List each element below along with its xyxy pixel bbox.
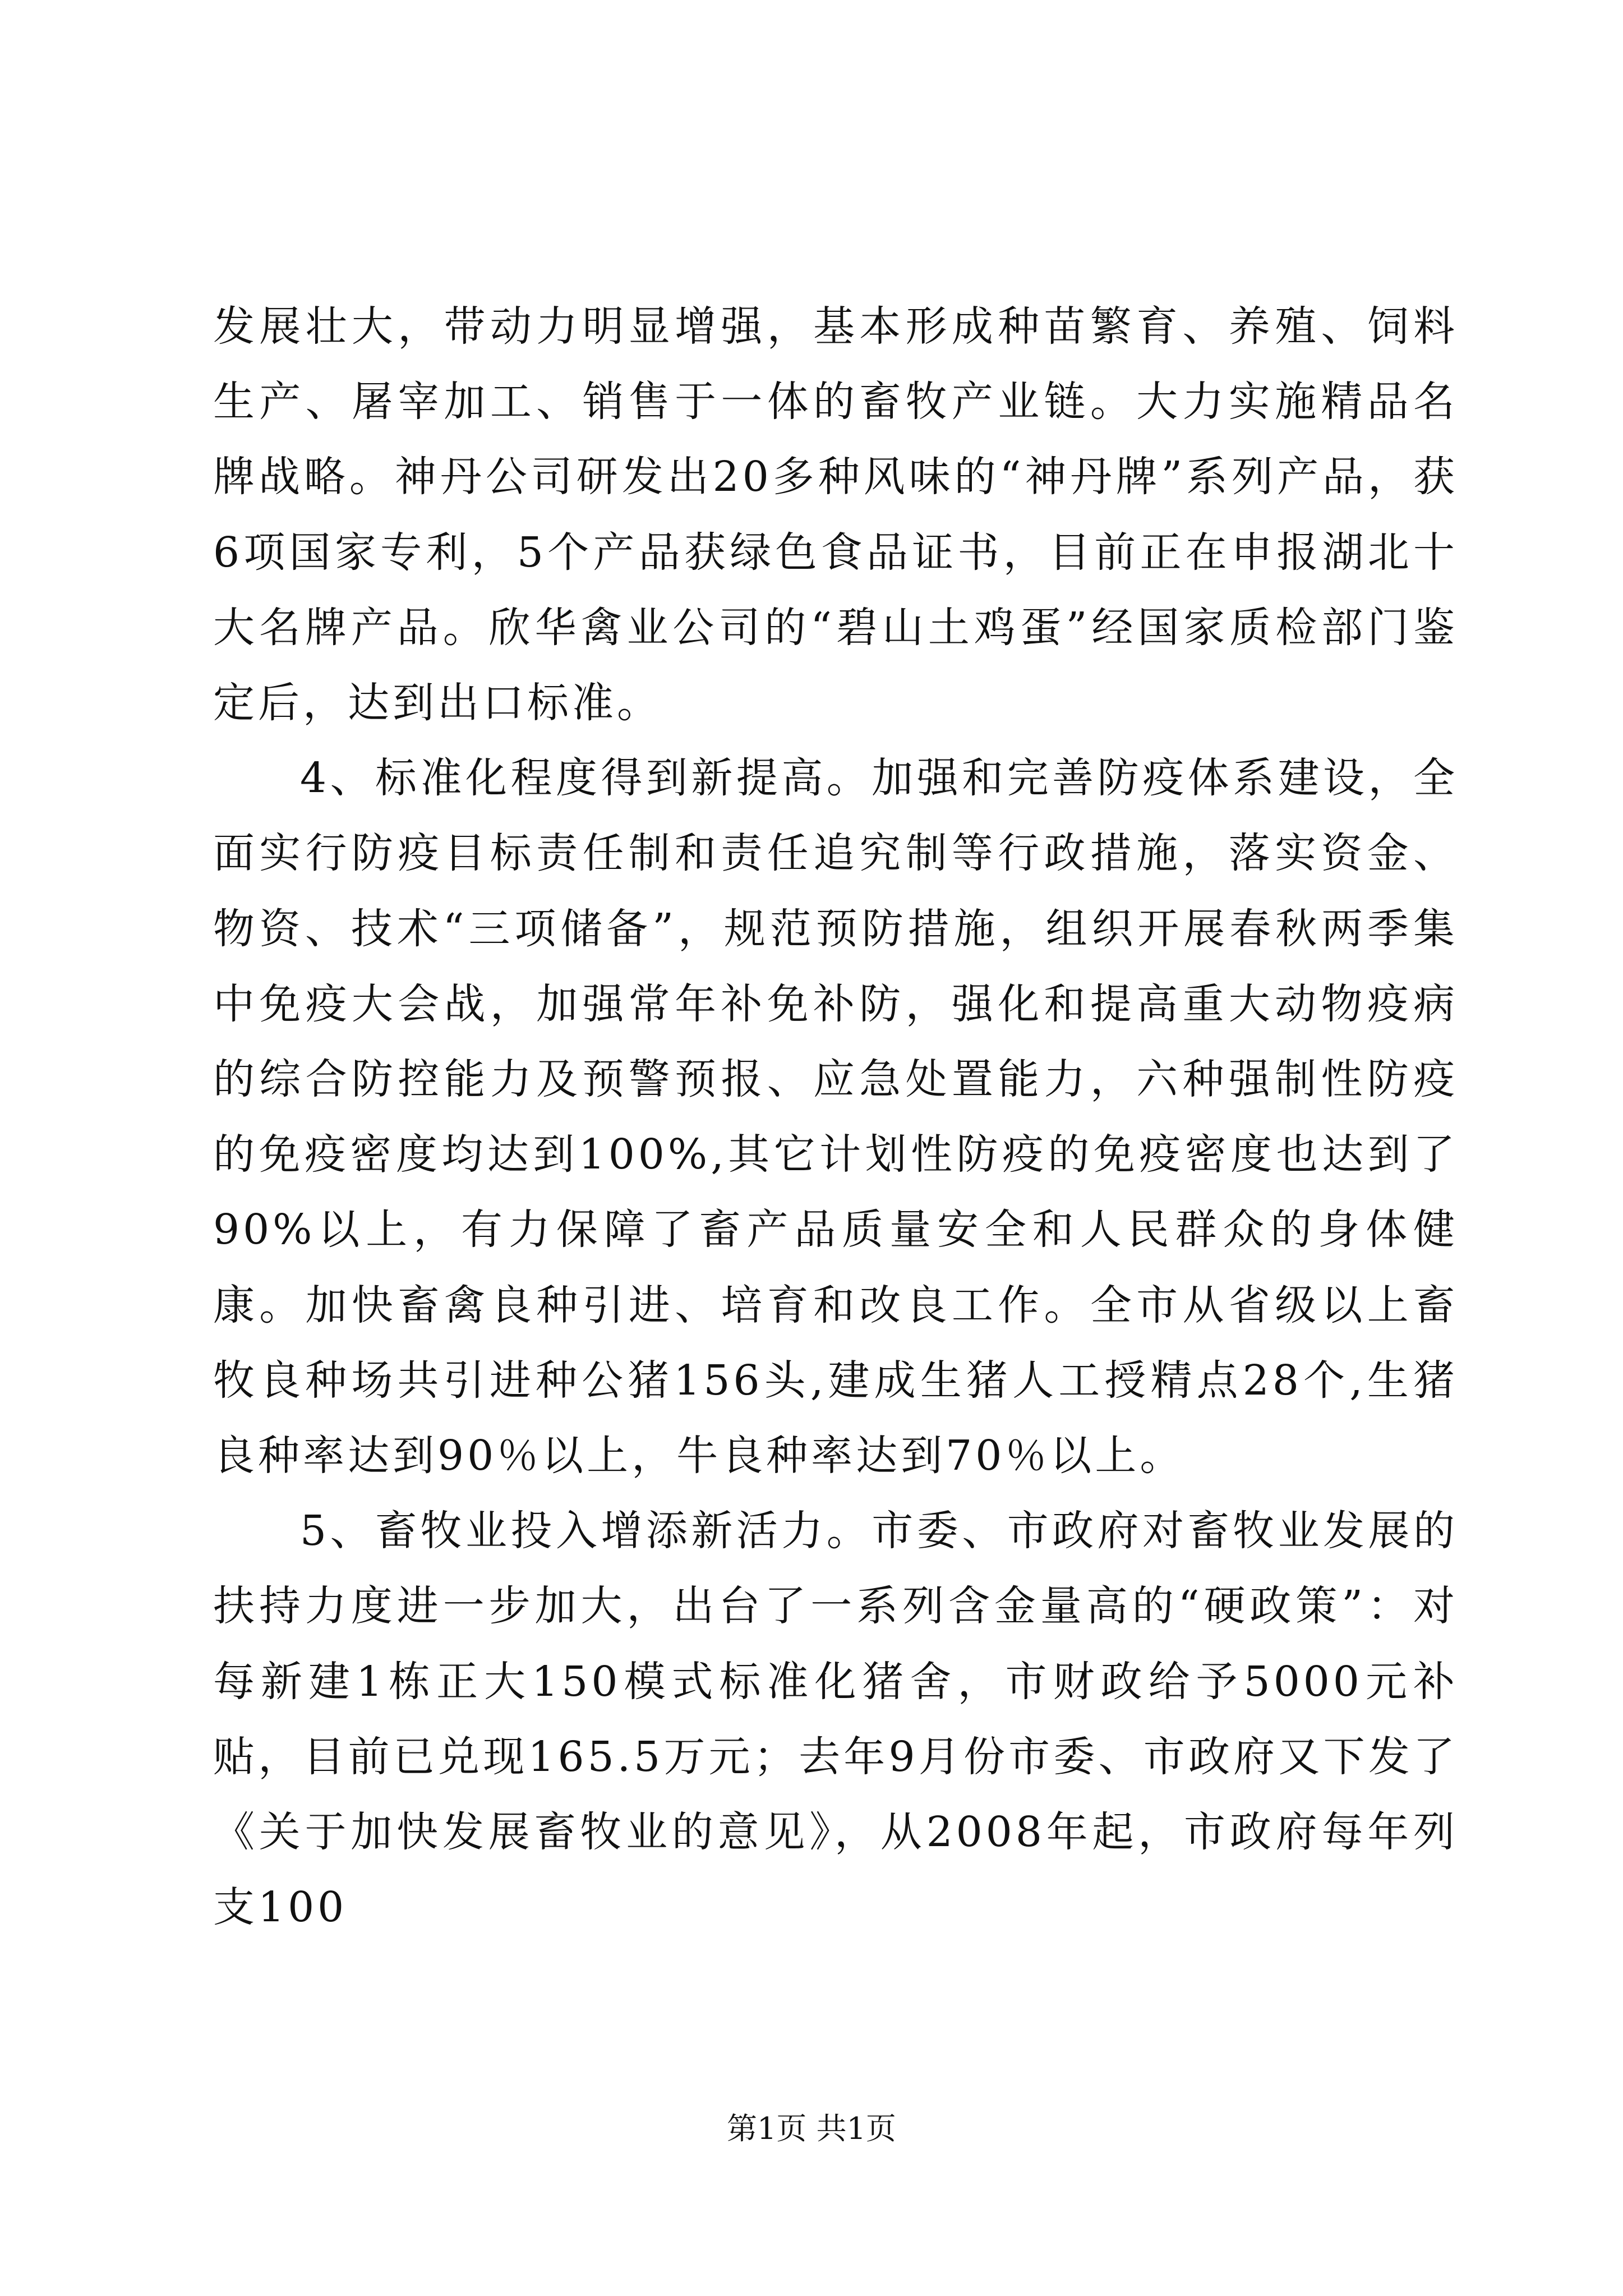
paragraph-investment: 5、畜牧业投入增添新活力。市委、市政府对畜牧业发展的扶持力度进一步加大，出台了一系列含金量高的“硬政策”：对每新建1栋正大150模式标准化猪舍，市财政给予5000元补贴，目前已兑现165.5万元；去年9月份市委、市政府又下发了《关于加快发展畜牧业的意见》，从2008年起，市政府每年列支100 [213, 1507, 1458, 1932]
paragraph-continuation: 发展壮大，带动力明显增强，基本形成种苗繁育、养殖、饲料生产、屠宰加工、销售于一体的畜牧产业链。大力实施精品名牌战略。神丹公司研发出20多种风味的“神丹牌”系列产品，获6项国家专利，5个产品获绿色食品证书，目前正在申报湖北十大名牌产品。欣华禽业公司的“碧山土鸡蛋”经国家质检部门鉴定后，达到出口标准。 [213, 302, 1458, 728]
document-body [213, 289, 1458, 1945]
page-footer: 第1页 共1页 [727, 2111, 896, 2146]
paragraph-standardization: 4、标准化程度得到新提高。加强和完善防疫体系建设，全面实行防疫目标责任制和责任追究制等行政措施，落实资金、物资、技术“三项储备”，规范预防措施，组织开展春秋两季集中免疫大会战，加强常年补免补防，强化和提高重大动物疫病的综合防控能力及预警预报、应急处置能力，六种强制性防疫的免疫密度均达到100%,其它计划性防疫的免疫密度也达到了90%以上，有力保障了畜产品质量安全和人民群众的身体健康。加快畜禽良种引进、培育和改良工作。全市从省级以上畜牧良种场共引进种公猪156头,建成生猪人工授精点28个,生猪良种率达到90％以上，牛良种率达到70％以上。 [213, 754, 1458, 1480]
